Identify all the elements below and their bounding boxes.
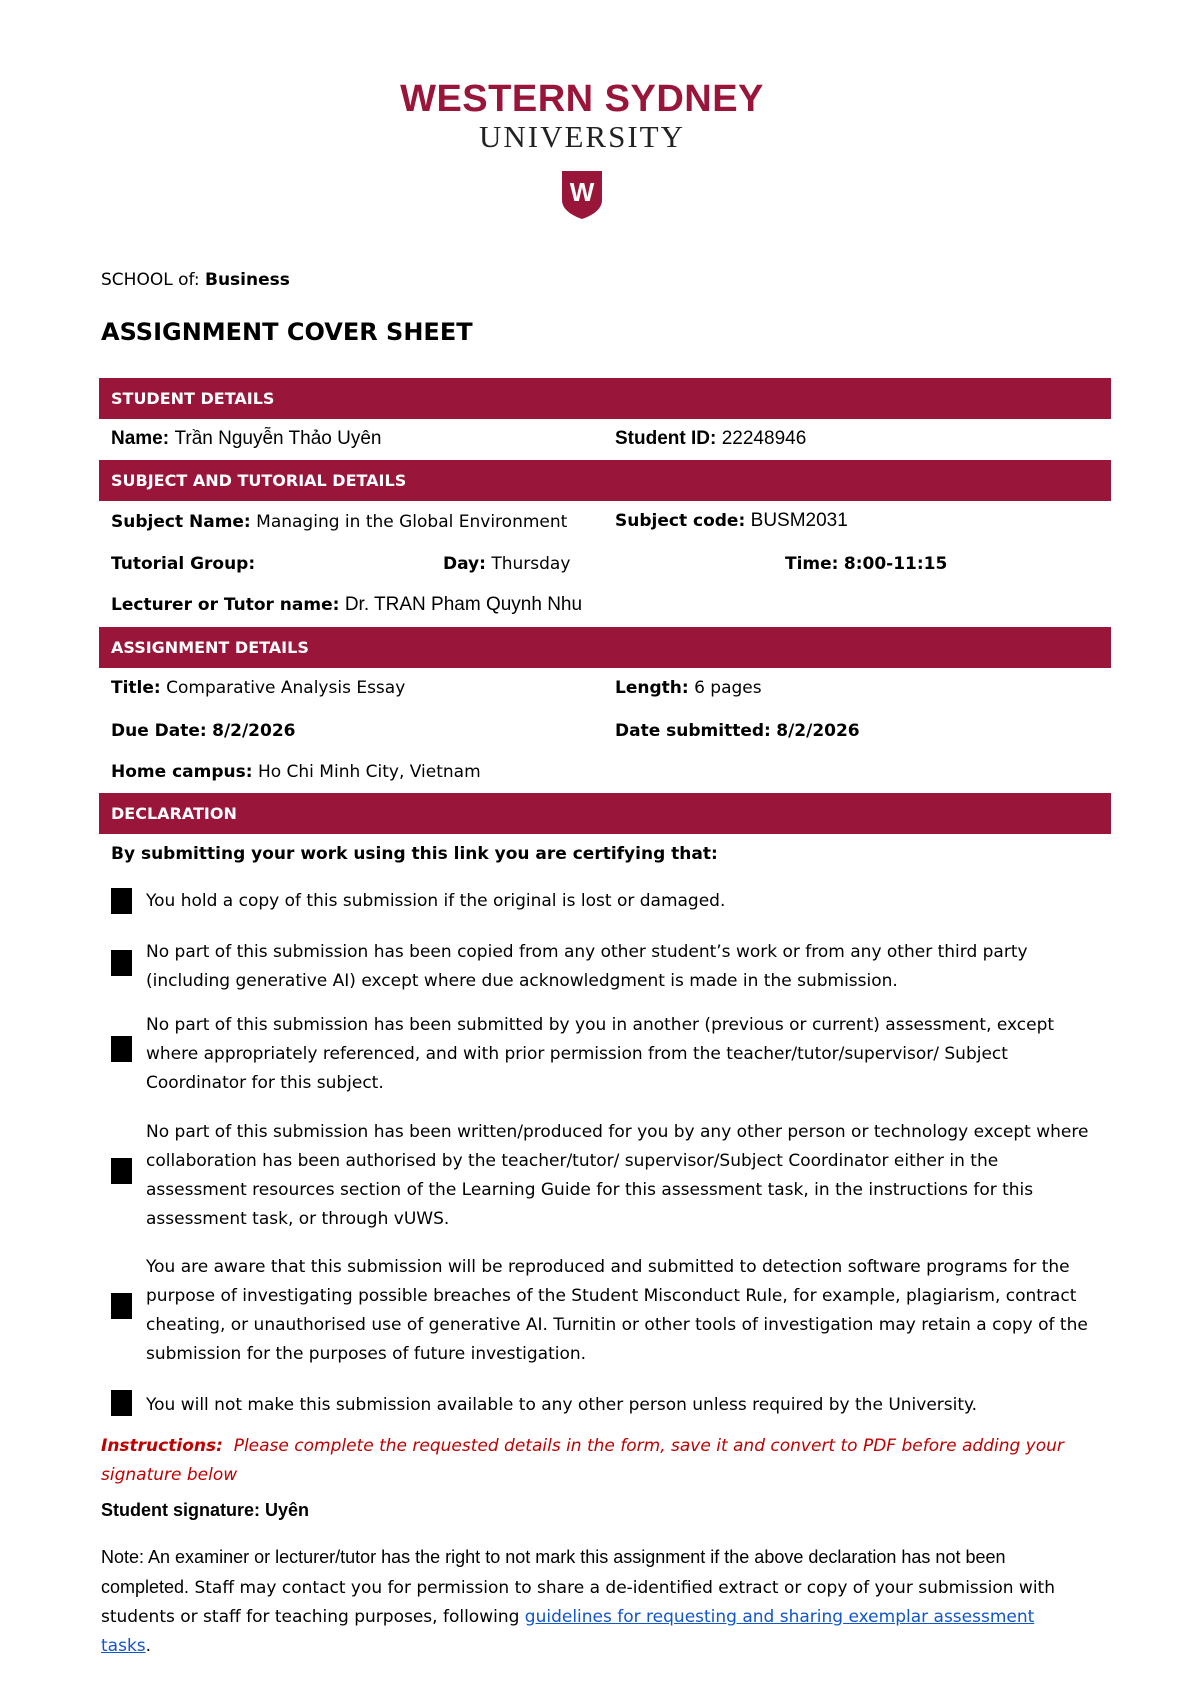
checkbox-4[interactable] — [111, 1158, 132, 1184]
length-field — [615, 678, 762, 698]
checkbox-1[interactable] — [111, 888, 132, 914]
declaration-item-1: You hold a copy of this submission if the original is lost or damaged. — [146, 891, 726, 911]
instructions-label: Instructions: — [101, 1436, 223, 1456]
section-header-declaration: DECLARATION — [99, 793, 1111, 834]
assignment-title-value: Comparative Analysis Essay — [166, 678, 406, 698]
date-submitted-value: 8/2/2026 — [776, 721, 860, 741]
signature-label: Student signature: — [101, 1500, 261, 1520]
page-title: ASSIGNMENT COVER SHEET — [101, 318, 473, 346]
day-field — [443, 554, 570, 574]
lecturer-field — [111, 594, 582, 616]
student-signature — [101, 1500, 309, 1521]
student-name-label: Name: — [111, 428, 170, 449]
time-label: Time: — [785, 554, 839, 574]
instructions-body: Please complete the requested details in the form, save it and convert to PDF before adding your signature below — [101, 1436, 1064, 1485]
time-field — [785, 554, 947, 574]
section-header-assignment: ASSIGNMENT DETAILS — [99, 627, 1111, 668]
tutorial-group-field — [111, 554, 255, 574]
lecturer-value: Dr. TRAN Pham Quynh Nhu — [344, 594, 583, 615]
section-header-student: STUDENT DETAILS — [99, 378, 1111, 419]
due-date-field — [111, 721, 296, 741]
svg-text:W: W — [569, 177, 595, 207]
lecturer-label: Lecturer or Tutor name: — [111, 595, 340, 615]
logo-wordmark-line1: WESTERN SYDNEY — [400, 78, 764, 120]
date-submitted-label: Date submitted: — [615, 721, 771, 741]
home-campus-label: Home campus: — [111, 762, 253, 782]
declaration-item-2: No part of this submission has been copied from any other student’s work or from any other third party (including generative AI) except where due acknowledgment is made in the submission. — [146, 942, 1028, 991]
note-paragraph — [101, 1543, 1081, 1661]
due-date-value: 8/2/2026 — [212, 721, 296, 741]
length-label: Length: — [615, 678, 689, 698]
declaration-item-3: No part of this submission has been submitted by you in another (previous or current) assessment, except where appropriately referenced, and with prior permission from the teacher/tutor/supervisor/ Subject Coordinator for this subject. — [146, 1015, 1055, 1093]
declaration-item-6: You will not make this submission available to any other person unless required by the University. — [146, 1395, 978, 1415]
declaration-item-4: No part of this submission has been written/produced for you by any other person or technology except where collaboration has been authorised by the teacher/tutor/ supervisor/Subject Coordinator either in the assessment resources section of the Learning Guide for this assessment task, in the instructions for this assessment task, or through vUWS. — [146, 1122, 1089, 1229]
section-header-subject: SUBJECT AND TUTORIAL DETAILS — [99, 460, 1111, 501]
instructions-text — [101, 1432, 1081, 1490]
student-name-field — [111, 428, 382, 450]
signature-value: Uyên — [265, 1500, 310, 1520]
length-value: 6 pages — [694, 678, 762, 698]
university-logo — [392, 78, 772, 220]
checkbox-6[interactable] — [111, 1390, 132, 1416]
subject-code-field — [615, 510, 848, 532]
subject-name-value: Managing in the Global Environment — [256, 512, 568, 532]
school-label: SCHOOL of: — [101, 270, 205, 290]
day-label: Day: — [443, 554, 486, 574]
declaration-item-5: You are aware that this submission will be reproduced and submitted to detection software programs for the purpose of investigating possible breaches of the Student Misconduct Rule, for example, plagiarism, contract cheating, or unauthorised use of generative AI. Turnitin or other tools of investigation may retain a copy of the submission for the purposes of future investigation. — [146, 1257, 1088, 1364]
subject-name-field — [111, 512, 567, 532]
student-id-label: Student ID: — [615, 428, 717, 449]
date-submitted-field — [615, 721, 860, 741]
note-end: . — [145, 1636, 152, 1656]
subject-code-label: Subject code: — [615, 511, 746, 531]
time-value: 8:00-11:15 — [843, 554, 948, 574]
guidelines-link[interactable]: guidelines for requesting and sharing exemplar assessment tasks — [101, 1607, 1035, 1656]
note-part1: Note: An examiner or lecturer/tutor has the right to not mark this assignment if the above declaration has not been completed. — [101, 1547, 1006, 1597]
declaration-intro: By submitting your work using this link you are certifying that: — [111, 844, 718, 864]
shield-icon — [561, 170, 603, 220]
day-value: Thursday — [491, 554, 571, 574]
checkbox-5[interactable] — [111, 1293, 132, 1319]
logo-wordmark-line2: UNIVERSITY — [479, 119, 685, 154]
tutorial-group-label: Tutorial Group: — [111, 554, 256, 574]
note-part2: Staff may contact you for permission to share a de-identified extract or copy of your submission with students or staff for teaching purposes, following — [101, 1578, 1055, 1627]
assignment-title-label: Title: — [111, 678, 161, 698]
school-line — [101, 270, 290, 290]
subject-name-label: Subject Name: — [111, 512, 251, 532]
assignment-title-field — [111, 678, 405, 698]
school-value: Business — [205, 270, 290, 290]
student-id-value: 22248946 — [721, 428, 807, 449]
checkbox-2[interactable] — [111, 950, 132, 976]
subject-code-value: BUSM2031 — [750, 510, 848, 531]
home-campus-value: Ho Chi Minh City, Vietnam — [257, 762, 481, 782]
due-date-label: Due Date: — [111, 721, 207, 741]
student-name-value: Trần Nguyễn Thảo Uyên — [174, 428, 382, 449]
student-id-field — [615, 428, 806, 450]
home-campus-field — [111, 762, 481, 782]
checkbox-3[interactable] — [111, 1036, 132, 1062]
